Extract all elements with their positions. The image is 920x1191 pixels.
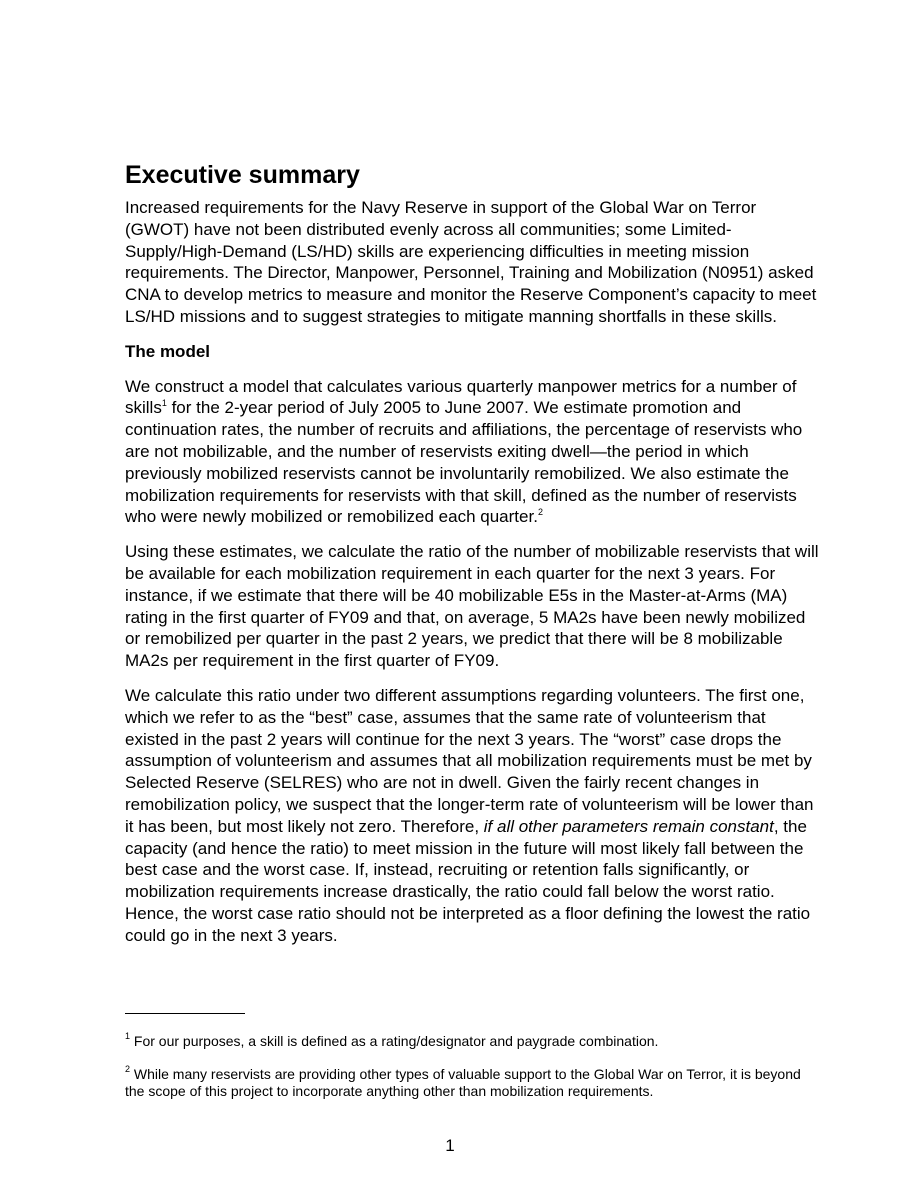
footnote bbox=[125, 1033, 820, 1050]
footnote-number: 2 bbox=[125, 1064, 131, 1075]
assumptions-text-a: We calculate this ratio under two different assumptions regarding volunteers. The first one, which we refer to as the “best” case, assumes that the same rate of volunteerism that existed in the past 2 years will continue for the next 3 years. The “worst” case drops the assumption of volunteerism and assumes that all mobilization requirements must be met by Selected Reserve (SELRES) who are not in dwell. Given the fairly recent changes in remobilization policy, we suspect that the longer-term rate of volunteerism will be lower than it has been, but most likely not zero. Therefore, bbox=[125, 685, 814, 836]
model-paragraph-text-a: We construct a model that calculates various quarterly manpower metrics for a number of skills bbox=[125, 376, 797, 418]
section-heading: The model bbox=[125, 341, 211, 361]
footnote-separator bbox=[125, 1013, 245, 1014]
model-paragraph-text-b: for the 2-year period of July 2005 to June 2007. We estimate promotion and continuation rates, the number of recruits and affiliations, the percentage of reservists who are not mobilizable, and the number of reservists exiting dwell—the period in which previously mobilized reservists cannot be involuntarily remobilized. We also estimate the mobilization requirements for reservists with that skill, defined as the number of reservists who were newly mobilized or remobilized each quarter. bbox=[125, 398, 803, 527]
footnotes bbox=[125, 1033, 820, 1116]
body-text bbox=[125, 197, 820, 960]
footnote-text: While many reservists are providing other types of valuable support to the Global War on Terror, it is beyond the scope of this project to incorporate anything other than mobilization requirements. bbox=[125, 1066, 801, 1099]
page-number: 1 bbox=[445, 1136, 455, 1155]
intro-paragraph: Increased requirements for the Navy Reserve in support of the Global War on Terror (GWOT) have not been distributed evenly across all communities; some Limited-Supply/High-Demand (LS/HD) skills are experiencing difficulties in meeting mission requirements. The Director, Manpower, Personnel, Training and Mobilization (N0951) asked CNA to develop metrics to measure and monitor the Reserve Component’s capacity to meet LS/HD missions and to suggest strategies to mitigate manning shortfalls in these skills. bbox=[125, 198, 817, 326]
model-paragraph bbox=[125, 376, 820, 529]
footnote-text: For our purposes, a skill is defined as a rating/designator and paygrade combination. bbox=[133, 1033, 659, 1049]
assumptions-paragraph bbox=[125, 685, 820, 947]
ratio-paragraph: Using these estimates, we calculate the ratio of the number of mobilizable reservists that will be available for each mobilization requirement in each quarter for the next 3 years. For instance, if we estimate that there will be 40 mobilizable E5s in the Master-at-Arms (MA) rating in the first quarter of FY09 and that, on average, 5 MA2s have been newly mobilized or remobilized per quarter in the past 2 years, we predict that there will be 8 mobilizable MA2s per requirement in the first quarter of FY09. bbox=[125, 542, 819, 671]
assumptions-italic: if all other parameters remain constant bbox=[483, 816, 774, 836]
footnote-number: 1 bbox=[125, 1031, 131, 1042]
footnote-ref-1: 1 bbox=[161, 397, 167, 408]
footnote bbox=[125, 1066, 820, 1100]
assumptions-text-b: , the capacity (and hence the ratio) to meet mission in the future will most likely fall between the best case and the worst case. If, instead, recruiting or retention falls significantly, or mobilization requirements increase drastically, the ratio could fall below the worst ratio. Hence, the worst case ratio should not be interpreted as a floor defining the lowest the ratio could go in the next 3 years. bbox=[125, 816, 811, 945]
page-title: Executive summary bbox=[125, 161, 360, 189]
footnote-ref-2: 2 bbox=[537, 506, 543, 517]
